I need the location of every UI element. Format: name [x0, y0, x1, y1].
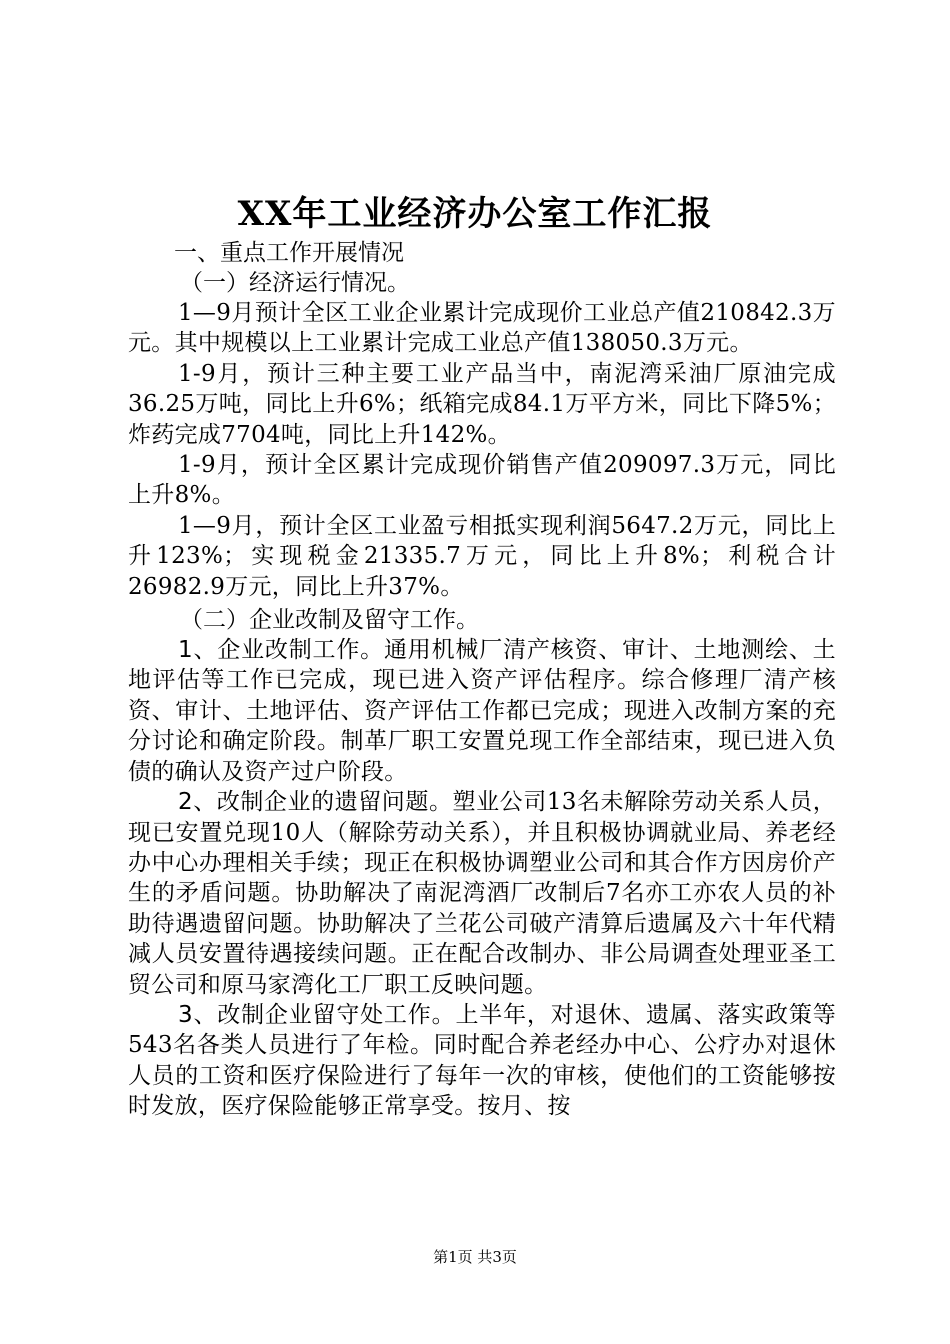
document-body [128, 238, 836, 1122]
item-text: 塑业公司13名未解除劳动关系人员，现已安置兑现10人（解除劳动关系），并且积极协调就业局、养老经办中心办理相关手续；现正在积极协调塑业公司和其合作方因房价产生的矛盾问题。协助解决了南泥湾酒厂改制后7名亦工亦农人员的补助待遇遗留问题。协助解决了兰花公司破产清算后遗属及六十年代精减人员安置待遇接续问题。正在配合改制办、非公局调查处理亚圣工贸公司和原马家湾化工厂职工反映问题。 [128, 789, 837, 998]
paragraph-item [128, 1000, 836, 1122]
item-lead: 3、改制企业留守处工作。 [178, 1001, 456, 1028]
paragraph: 1-9月，预计全区累计完成现价销售产值209097.3万元，同比上升8%。 [128, 452, 836, 509]
item-text: 通用机械厂清产核资、审计、土地测绘、土地评估等工作已完成，现已进入资产评估程序。综合修理厂清产核资、审计、土地评估、资产评估工作都已完成；现进入改制方案的充分讨论和确定阶段。制革厂职工安置兑现工作全部结束，现已进入负债的确认及资产过户阶段。 [128, 637, 836, 785]
document-title: XX年工业经济办公室工作汇报 [237, 194, 713, 234]
item-lead: 1、企业改制工作。 [178, 637, 384, 664]
subsection-heading-economy: （一）经济运行情况。 [180, 270, 410, 296]
paragraph-item [128, 635, 836, 787]
subsection-heading-reform: （二）企业改制及留守工作。 [180, 607, 479, 634]
section-heading: 一、重点工作开展情况 [174, 240, 404, 266]
item-text: 上半年，对退休、遗属、落实政策等543名各类人员进行了年检。同时配合养老经办中心、公疗办对退休人员的工资和医疗保险进行了每年一次的审核，使他们的工资能够按时发放，医疗保险能够正常享受。按月、按 [128, 1001, 836, 1120]
page-footer: 第1页 共3页 [433, 1248, 517, 1266]
paragraph: 1—9月，预计全区工业盈亏相抵实现利润5647.2万元，同比上升123%；实现税金21335.7万元，同比上升8%；利税合计26982.9万元，同比上升37%。 [128, 512, 836, 600]
item-lead: 2、改制企业的遗留问题。 [178, 789, 453, 816]
paragraph: 1-9月，预计三种主要工业产品当中，南泥湾采油厂原油完成36.25万吨，同比上升6%；纸箱完成84.1万平方米，同比下降5%；炸药完成7704吨，同比上升142%。 [128, 360, 836, 448]
paragraph-item [128, 787, 836, 1000]
paragraph: 1—9月预计全区工业企业累计完成现价工业总产值210842.3万元。其中规模以上工业累计完成工业总产值138050.3万元。 [128, 300, 836, 357]
